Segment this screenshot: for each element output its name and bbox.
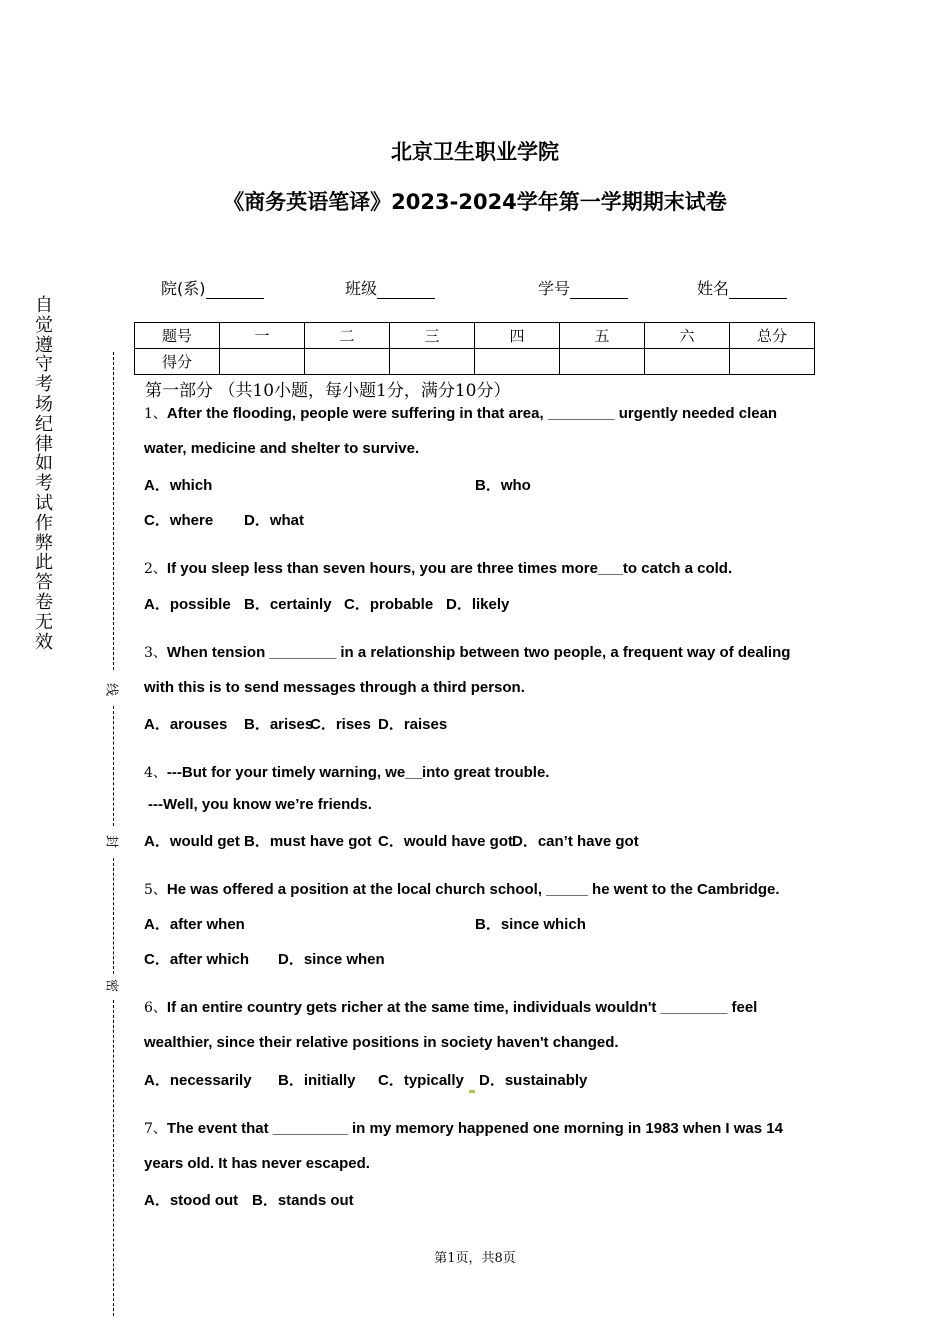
student-id-label: 学号: [538, 279, 571, 298]
score-table-header-cell: 题号: [135, 323, 220, 349]
question-6-option-a[interactable]: A．necessarily: [144, 1072, 252, 1089]
question-2-line-1: [144, 558, 732, 578]
question-number: 2、: [144, 561, 167, 577]
question-number: 4、: [144, 765, 167, 781]
score-table-header-cell: 六: [645, 323, 730, 349]
question-number: 3、: [144, 645, 167, 661]
notice-char: 纪: [35, 413, 53, 435]
score-table-header-cell: 五: [560, 323, 645, 349]
question-text: He was offered a position at the local church school, _____ he went to the Cambridge.: [166, 881, 780, 898]
notice-char: 守: [35, 354, 53, 376]
question-4-option-c[interactable]: C．would have got: [378, 833, 514, 850]
binding-line-segment: [113, 858, 114, 974]
question-7-option-a[interactable]: A．stood out: [144, 1192, 239, 1209]
score-table-header-cell: 四: [475, 323, 560, 349]
notice-char: 弊: [35, 532, 53, 554]
seal-mark-seal: 封: [103, 834, 119, 848]
question-4-option-a[interactable]: A．would get: [144, 833, 240, 850]
score-table: [134, 322, 815, 375]
question-2-option-a[interactable]: A．possible: [144, 596, 231, 613]
question-5-option-c[interactable]: C．after which: [144, 951, 250, 968]
question-4-option-b[interactable]: B．must have got: [244, 833, 372, 850]
school-name: 北京卫生职业学院: [391, 140, 559, 164]
department-label: 院(系): [161, 279, 206, 298]
question-text: If an entire country gets richer at the same time, individuals wouldn't ________ feel: [166, 999, 758, 1016]
question-1-option-d[interactable]: D．what: [244, 512, 305, 529]
question-2-option-d[interactable]: D．likely: [446, 596, 510, 613]
binding-line-segment: [113, 706, 114, 826]
question-1-option-a[interactable]: A．which: [144, 477, 213, 494]
binding-line-segment: [113, 352, 114, 670]
score-table-header-row: [135, 323, 815, 349]
question-4-option-d[interactable]: D．can’t have got: [512, 833, 639, 850]
question-2-option-c[interactable]: C．probable: [344, 596, 434, 613]
notice-char: 试: [35, 492, 53, 514]
question-4-line-1: [144, 762, 549, 782]
question-2-option-b[interactable]: B．certainly: [244, 596, 332, 613]
score-cell[interactable]: [645, 349, 730, 375]
exam-discipline-notice: [32, 296, 56, 652]
department-field: [161, 276, 264, 299]
class-field: [345, 276, 435, 299]
question-text: When tension ________ in a relationship between two people, a frequent way of dealing: [166, 644, 791, 661]
notice-char: 觉: [35, 314, 53, 336]
question-number: 6、: [144, 1000, 167, 1016]
notice-char: 答: [35, 572, 53, 594]
seal-mark-secret: 密: [103, 978, 119, 992]
score-cell[interactable]: [305, 349, 390, 375]
seal-mark-line: 线: [103, 682, 119, 696]
question-6-line-1: [144, 997, 757, 1017]
score-table-score-row: [135, 349, 815, 375]
score-cell[interactable]: [730, 349, 815, 375]
exam-title: 《商务英语笔译》2023-2024学年第一学期期末试卷: [223, 190, 727, 214]
score-table-header-cell: 一: [220, 323, 305, 349]
notice-char: 考: [35, 374, 53, 396]
notice-char: 如: [35, 453, 53, 475]
class-blank[interactable]: [377, 282, 435, 299]
question-3-option-a[interactable]: A．arouses: [144, 716, 228, 733]
name-blank[interactable]: [729, 282, 787, 299]
question-1-option-b[interactable]: B．who: [475, 477, 531, 494]
notice-char: 律: [35, 433, 53, 455]
question-7-option-b[interactable]: B．stands out: [252, 1192, 354, 1209]
question-6-option-d[interactable]: D．sustainably: [479, 1072, 588, 1089]
notice-char: 考: [35, 473, 53, 495]
score-cell[interactable]: [475, 349, 560, 375]
student-id-field: [538, 276, 628, 299]
question-6-option-b[interactable]: B．initially: [278, 1072, 356, 1089]
question-number: 5、: [144, 882, 167, 898]
question-5-option-a[interactable]: A．after when: [144, 916, 245, 933]
page-number: 第1页，共8页: [434, 1251, 516, 1266]
question-7-line-2: years old. It has never escaped.: [144, 1155, 370, 1172]
question-number: 7、: [144, 1121, 167, 1137]
question-6-option-c[interactable]: C．typically: [378, 1072, 464, 1089]
section-title: 第一部分 （共10小题，每小题1分，满分10分）: [145, 381, 511, 401]
notice-char: 无: [35, 611, 53, 633]
score-table-header-cell: 二: [305, 323, 390, 349]
question-3-option-c[interactable]: C．rises: [310, 716, 371, 733]
notice-char: 遵: [35, 334, 53, 356]
question-3-option-d[interactable]: D．raises: [378, 716, 448, 733]
question-4-line-2: ---Well, you know we’re friends.: [148, 796, 372, 813]
name-field: [697, 276, 787, 299]
notice-char: 作: [35, 512, 53, 534]
student-id-blank[interactable]: [570, 282, 628, 299]
question-text: The event that _________ in my memory happened one morning in 1983 when I was 14: [166, 1120, 783, 1137]
question-3-option-b[interactable]: B．arises: [244, 716, 314, 733]
notice-char: 此: [35, 552, 53, 574]
highlight-mark: [466, 1080, 478, 1098]
question-1-line-2: water, medicine and shelter to survive.: [144, 440, 420, 457]
question-7-line-1: [144, 1118, 783, 1138]
notice-char: 卷: [35, 591, 53, 613]
question-number: 1、: [144, 406, 167, 422]
department-blank[interactable]: [206, 282, 264, 299]
score-table-header-cell: 三: [390, 323, 475, 349]
class-label: 班级: [345, 279, 378, 298]
score-cell[interactable]: [560, 349, 645, 375]
name-label: 姓名: [697, 279, 730, 298]
score-label-cell: 得分: [135, 349, 220, 375]
notice-char: 场: [35, 393, 53, 415]
question-1-option-c[interactable]: C．where: [144, 512, 214, 529]
question-text: ---But for your timely warning, we__into great trouble.: [166, 764, 550, 781]
binding-line-segment: [113, 1000, 114, 1316]
question-6-line-2: wealthier, since their relative positions in society haven't changed.: [144, 1034, 619, 1051]
question-text: If you sleep less than seven hours, you are three times more___to catch a cold.: [166, 560, 733, 577]
score-cell[interactable]: [390, 349, 475, 375]
notice-char: 自: [35, 295, 53, 316]
question-text: After the flooding, people were suffering in that area, ________ urgently needed clean: [166, 405, 778, 422]
question-3-line-1: [144, 642, 790, 662]
question-5-option-d[interactable]: D．since when: [278, 951, 385, 968]
question-5-line-1: [144, 879, 780, 899]
notice-char: 效: [35, 631, 53, 653]
question-5-option-b[interactable]: B．since which: [475, 916, 586, 933]
score-table-header-cell: 总分: [730, 323, 815, 349]
score-cell[interactable]: [220, 349, 305, 375]
question-3-line-2: with this is to send messages through a third person.: [144, 679, 525, 696]
question-1-line-1: [144, 403, 777, 423]
